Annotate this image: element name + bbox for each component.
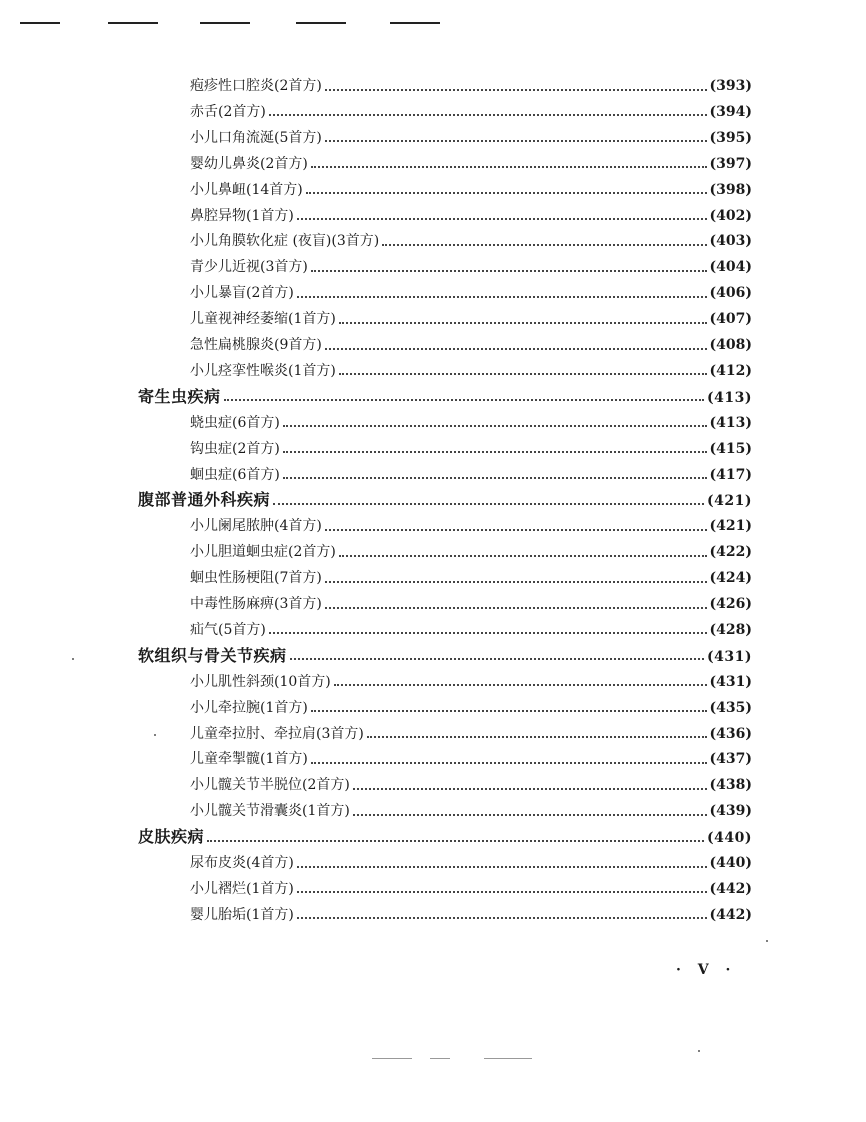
- toc-entry: [190, 126, 752, 150]
- toc-page-number: (413): [707, 389, 752, 406]
- toc-page-number: (442): [709, 906, 752, 923]
- dot-leader: [283, 424, 707, 427]
- top-rule: [296, 22, 346, 24]
- toc-title: 小儿牵拉腕(1首方): [190, 699, 308, 716]
- toc-page-number: (431): [709, 673, 752, 690]
- dot-leader: [339, 372, 707, 375]
- toc-entry: [190, 877, 752, 901]
- dot-leader: [311, 709, 707, 712]
- toc-title: 小儿褶烂(1首方): [190, 880, 294, 897]
- dot-leader: [283, 450, 707, 453]
- toc-section-heading: [138, 385, 752, 409]
- dot-leader: [334, 683, 707, 686]
- dot-leader: [339, 321, 707, 324]
- toc-entry: [190, 514, 752, 538]
- toc-title: 小儿肌性斜颈(10首方): [190, 673, 331, 690]
- toc-entry: [190, 799, 752, 823]
- toc-entry: [190, 281, 752, 305]
- dot-leader: [311, 761, 707, 764]
- toc-entry: [190, 722, 752, 746]
- toc-page-number: (440): [707, 830, 752, 847]
- bottom-rule: [372, 1058, 412, 1059]
- toc-title: 中毒性肠麻痹(3首方): [190, 596, 322, 612]
- top-rule: [390, 22, 440, 24]
- dot-leader: [311, 165, 707, 168]
- toc-title: 青少儿近视(3首方): [190, 259, 308, 276]
- toc-title: 软组织与骨关节疾病: [138, 645, 287, 665]
- toc-title: 小儿髋关节滑囊炎(1首方): [190, 803, 350, 820]
- dot-leader: [297, 865, 707, 868]
- toc-title: 儿童牵掣髋(1首方): [190, 751, 308, 768]
- dot-leader: [224, 398, 705, 401]
- toc-entry: [190, 229, 752, 253]
- toc-entry: [190, 618, 752, 642]
- toc-title: 疱疹性口腔炎(2首方): [190, 78, 322, 94]
- toc-entry: [190, 903, 752, 927]
- toc-page-number: (421): [709, 518, 752, 535]
- toc-page-number: (417): [709, 466, 752, 483]
- toc-entry: [190, 204, 752, 228]
- dot-leader: [283, 476, 707, 479]
- toc-title: 小儿角膜软化症 (夜盲)(3首方): [190, 233, 380, 250]
- toc-page-number: (412): [709, 362, 752, 379]
- toc-title: 疝气(5首方): [190, 621, 266, 638]
- dot-leader: [269, 113, 707, 116]
- top-rule: [200, 22, 250, 24]
- page-folio: · Ⅴ ·: [676, 962, 737, 978]
- toc-entry: [190, 773, 752, 797]
- dot-leader: [325, 88, 707, 91]
- dot-leader: [311, 269, 707, 272]
- dot-leader: [325, 580, 707, 583]
- toc-title: 小儿口角流涎(5首方): [190, 129, 322, 146]
- dot-leader: [207, 839, 704, 842]
- toc-entry: [190, 696, 752, 720]
- toc-title: 钩虫症(2首方): [190, 440, 280, 457]
- toc-section-heading: [138, 488, 752, 512]
- dot-leader: [339, 554, 707, 557]
- toc-entry: [190, 566, 752, 590]
- toc-page-number: (393): [709, 78, 752, 94]
- dot-leader: [325, 528, 707, 531]
- toc-title: 儿童牵拉肘、牵拉肩(3首方): [190, 725, 364, 742]
- toc-entry: [190, 152, 752, 176]
- toc-title: 小儿痉挛性喉炎(1首方): [190, 362, 336, 379]
- toc-page-number: (442): [709, 880, 752, 897]
- toc-entry: [190, 333, 752, 357]
- toc-entry: [190, 255, 752, 279]
- toc-page-number: (407): [709, 311, 752, 328]
- toc-page-number: (437): [709, 751, 752, 768]
- toc-title: 鼻腔异物(1首方): [190, 207, 294, 224]
- print-speck: [72, 658, 74, 660]
- toc-page-number: (408): [709, 337, 752, 353]
- toc-page-number: (398): [709, 181, 752, 198]
- toc-page-number: (436): [709, 725, 752, 742]
- dot-leader: [297, 916, 707, 919]
- toc-title: 尿布皮炎(4首方): [190, 855, 294, 871]
- toc-title: 寄生虫疾病: [138, 386, 221, 406]
- dot-leader: [325, 139, 707, 142]
- toc-title: 小儿鼻衄(14首方): [190, 181, 303, 198]
- top-rule: [20, 22, 60, 24]
- toc-entry: [190, 747, 752, 771]
- toc-page-number: (406): [709, 285, 752, 302]
- toc-title: 小儿暴盲(2首方): [190, 285, 294, 302]
- dot-leader: [290, 657, 705, 660]
- toc-page-number: (403): [709, 233, 752, 250]
- toc-entry: [190, 437, 752, 461]
- toc-title: 小儿髋关节半脱位(2首方): [190, 777, 350, 794]
- toc-title: 腹部普通外科疾病: [138, 490, 271, 510]
- toc-title: 蛔虫性肠梗阻(7首方): [190, 570, 322, 587]
- toc-title: 赤舌(2首方): [190, 103, 266, 120]
- dot-leader: [297, 217, 707, 220]
- print-speck: [766, 940, 768, 942]
- dot-leader: [353, 787, 707, 790]
- toc-section-heading: [138, 644, 752, 668]
- toc-title: 儿童视神经萎缩(1首方): [190, 311, 336, 328]
- toc-page-number: (421): [707, 493, 752, 510]
- top-rule: [108, 22, 158, 24]
- toc-section-heading: [138, 825, 752, 849]
- dot-leader: [367, 735, 707, 738]
- toc-page-number: (440): [709, 855, 752, 871]
- toc-page-number: (422): [709, 544, 752, 561]
- dot-leader: [382, 243, 706, 246]
- toc-entry: [190, 851, 752, 875]
- toc-page-number: (431): [707, 648, 752, 665]
- toc-page-number: (395): [709, 129, 752, 146]
- toc-entry: [190, 411, 752, 435]
- toc-entry: [190, 178, 752, 202]
- toc-entry: [190, 592, 752, 616]
- bottom-rule: [430, 1058, 450, 1059]
- toc-title: 急性扁桃腺炎(9首方): [190, 337, 322, 353]
- toc-page-number: (402): [709, 207, 752, 224]
- dot-leader: [306, 191, 707, 194]
- dot-leader: [297, 295, 707, 298]
- toc-entry: [190, 670, 752, 694]
- bottom-rule: [484, 1058, 532, 1059]
- toc-entry: [190, 540, 752, 564]
- toc-entry: [190, 463, 752, 487]
- toc-title: 婴儿胎垢(1首方): [190, 906, 294, 923]
- toc-title: 皮肤疾病: [138, 827, 205, 847]
- toc-page-number: (404): [709, 259, 752, 276]
- dot-leader: [353, 813, 707, 816]
- toc-page-number: (413): [709, 414, 752, 431]
- toc-title: 婴幼儿鼻炎(2首方): [190, 155, 308, 172]
- toc-entry: [190, 100, 752, 124]
- toc-entry: [190, 359, 752, 383]
- toc-page-number: (439): [709, 803, 752, 820]
- toc-page-number: (397): [709, 155, 752, 172]
- toc-page-number: (435): [709, 699, 752, 716]
- dot-leader: [325, 606, 707, 609]
- print-speck: [154, 734, 156, 736]
- toc-title: 小儿阑尾脓肿(4首方): [190, 518, 322, 535]
- dot-leader: [297, 890, 707, 893]
- dot-leader: [273, 502, 704, 505]
- dot-leader: [269, 631, 707, 634]
- toc-page-number: (394): [709, 103, 752, 120]
- toc-page-number: (415): [709, 440, 752, 457]
- toc-page-number: (426): [709, 596, 752, 612]
- toc-entry: [190, 74, 752, 98]
- toc-title: 小儿胆道蛔虫症(2首方): [190, 544, 336, 561]
- toc-page-number: (428): [709, 621, 752, 638]
- print-speck: [698, 1050, 700, 1052]
- toc-page-number: (438): [709, 777, 752, 794]
- toc-title: 蛔虫症(6首方): [190, 466, 280, 483]
- toc-title: 蛲虫症(6首方): [190, 414, 280, 431]
- toc-entry: [190, 307, 752, 331]
- dot-leader: [325, 347, 707, 350]
- toc-page-number: (424): [709, 570, 752, 587]
